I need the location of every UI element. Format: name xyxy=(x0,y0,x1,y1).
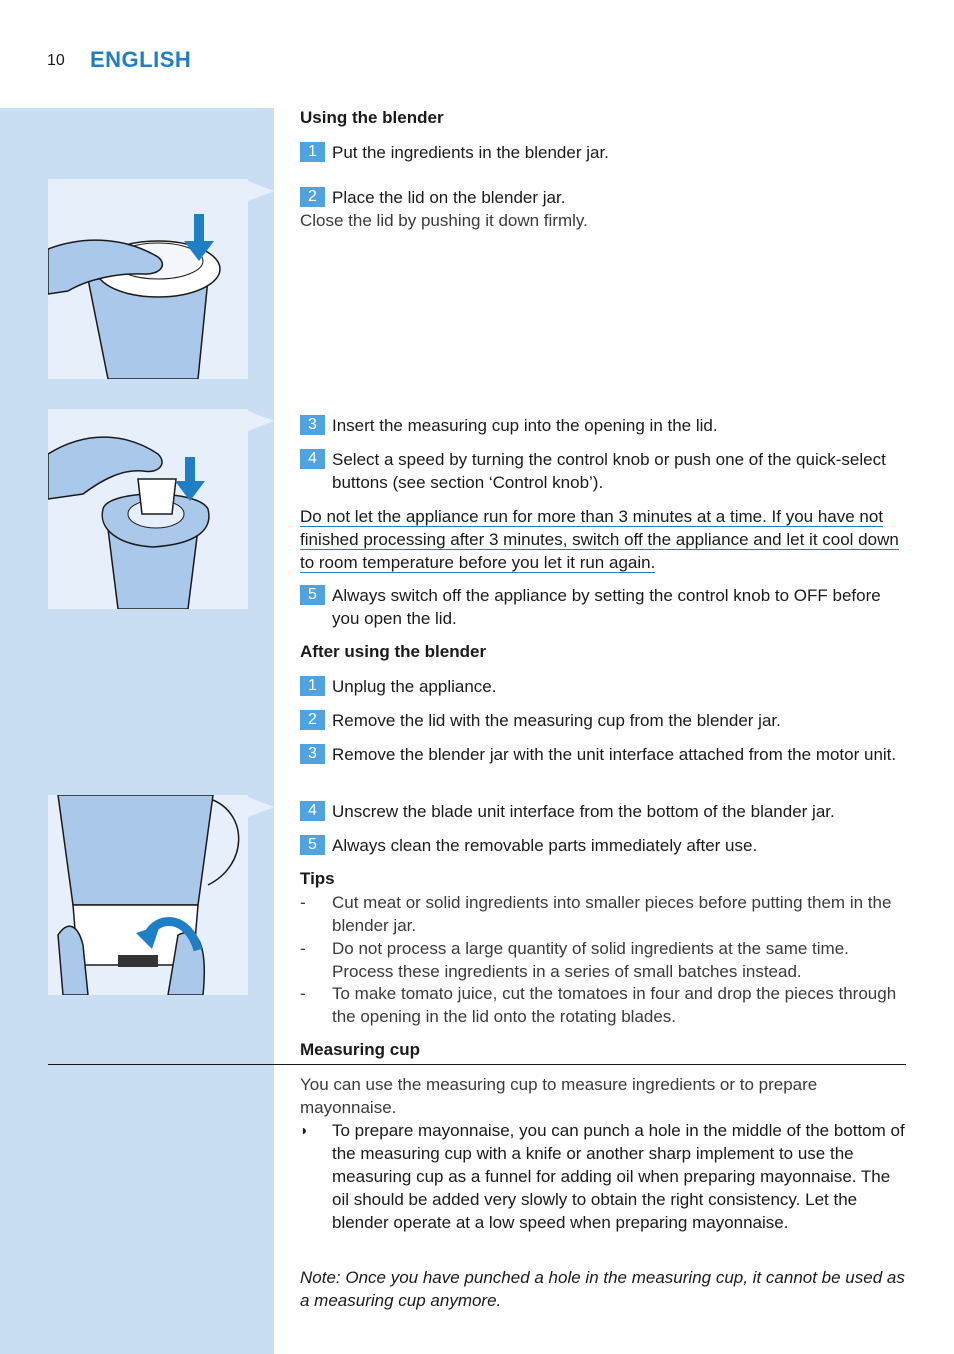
illustration-insert-measuring-cup xyxy=(48,409,248,609)
step-item xyxy=(300,834,906,857)
step-subtext-line: Close the lid by pushing it down firmly. xyxy=(300,211,588,230)
tip-text: Cut meat or solid ingredients into smaller pieces before putting them in the blender jar. xyxy=(332,893,892,935)
step-text: Unplug the appliance. xyxy=(332,677,497,696)
illustration-pointer xyxy=(248,411,274,431)
step-number: 1 xyxy=(300,142,325,162)
illustration-unscrew-blade-unit xyxy=(48,795,248,995)
step-number: 2 xyxy=(300,710,325,730)
measuring-bullet xyxy=(300,1119,906,1234)
step-item xyxy=(300,414,906,437)
section-heading-tips: Tips xyxy=(300,869,335,888)
step-text: Insert the measuring cup into the opening in the lid. xyxy=(332,416,718,435)
tip-dash: - xyxy=(300,984,306,1003)
step-item xyxy=(300,448,906,494)
step-number: 5 xyxy=(300,835,325,855)
step-text: Put the ingredients in the blender jar. xyxy=(332,143,609,162)
step-item xyxy=(300,675,906,698)
tip-text: To make tomato juice, cut the tomatoes in four and drop the pieces through the opening in the lid onto the rotating blades. xyxy=(332,984,897,1026)
step-number: 2 xyxy=(300,187,325,207)
section-divider xyxy=(48,1064,906,1065)
language-heading: ENGLISH xyxy=(90,47,192,72)
step-text: Always clean the removable parts immediately after use. xyxy=(332,836,758,855)
step-text: Remove the blender jar with the unit interface attached from the motor unit. xyxy=(332,745,897,764)
step-text: Select a speed by turning the control knob or push one of the quick-select buttons (see section ‘Control knob’). xyxy=(332,450,886,492)
warning-text xyxy=(300,505,906,574)
section-heading-after: After using the blender xyxy=(300,642,487,661)
section-heading-using: Using the blender xyxy=(300,108,444,127)
step-number: 3 xyxy=(300,415,325,435)
step-item xyxy=(300,584,906,630)
step-text: Always switch off the appliance by setting the control knob to OFF before you open the lid. xyxy=(332,586,881,628)
tip-item xyxy=(300,937,906,983)
step-number: 4 xyxy=(300,801,325,821)
warning-underlined: Do not let the appliance run for more than 3 minutes at a time. If you have not finished processing after 3 minutes, switch off the appliance and let it cool down to room temperature before you let it run again. xyxy=(300,507,899,572)
step-text: Remove the lid with the measuring cup from the blender jar. xyxy=(332,711,781,730)
tip-dash: - xyxy=(300,893,306,912)
note-text: Note: Once you have punched a hole in the measuring cup, it cannot be used as a measuring cup anymore. xyxy=(300,1268,905,1310)
tip-dash: - xyxy=(300,939,306,958)
illustration-pointer xyxy=(248,181,274,201)
measuring-intro-text: You can use the measuring cup to measure ingredients or to prepare mayonnaise. xyxy=(300,1075,818,1117)
bullet-text: To prepare mayonnaise, you can punch a hole in the middle of the bottom of the measuring cup with a knife or another sharp implement to use the measuring cup as a funnel for adding oil when preparing mayonnaise. The oil should be added very slowly to obtain the right consistency. Let the blender operate at a low speed when preparing mayonnaise. xyxy=(332,1121,905,1232)
step-number: 1 xyxy=(300,676,325,696)
step-number: 5 xyxy=(300,585,325,605)
step-item xyxy=(300,709,906,732)
page-number: 10 xyxy=(47,52,65,69)
step-item xyxy=(300,800,906,823)
step-item xyxy=(300,743,906,766)
step-text: Place the lid on the blender jar. xyxy=(332,188,566,207)
bullet-mark: ◗ xyxy=(300,1122,309,1138)
step-text: Unscrew the blade unit interface from the bottom of the blander jar. xyxy=(332,802,835,821)
tip-text: Do not process a large quantity of solid ingredients at the same time. Process these ingredients in a series of small batches instead. xyxy=(332,939,849,981)
step-number: 4 xyxy=(300,449,325,469)
section-heading-measuring-cup: Measuring cup xyxy=(300,1040,420,1059)
illustration-close-lid xyxy=(48,179,248,379)
step-number: 3 xyxy=(300,744,325,764)
measuring-intro xyxy=(300,1073,906,1119)
step-item xyxy=(300,141,906,164)
tip-item xyxy=(300,891,906,937)
step-item xyxy=(300,186,906,209)
step-subtext xyxy=(300,209,906,232)
tip-item xyxy=(300,982,906,1028)
illustration-pointer xyxy=(248,797,274,817)
